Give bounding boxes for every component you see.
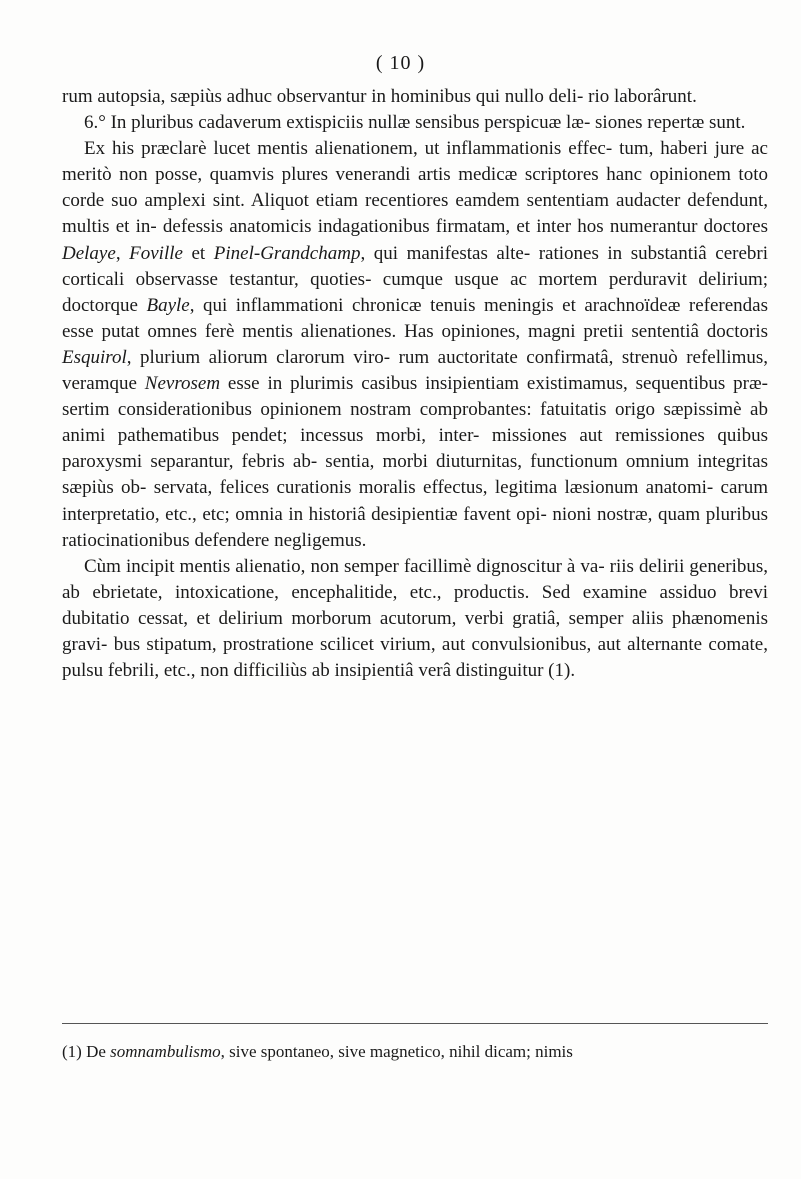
text-run: , plurium aliorum clarorum viro- rum auctoritate confirmatâ, strenuò refellimus, veramque: [62, 346, 768, 395]
page-number: ( 10 ): [375, 52, 426, 74]
italic-name: Foville: [129, 242, 183, 264]
paragraph: [62, 554, 768, 684]
text-run: , sive spontaneo, sive magnetico, nihil dicam; nimis: [220, 1042, 573, 1061]
paragraph: [62, 136, 768, 554]
italic-name: Nevrosem: [144, 373, 221, 395]
body-text: [62, 84, 768, 684]
text-run: ,: [115, 242, 130, 264]
italic-name: somnambulismo: [110, 1042, 221, 1061]
paragraph: [62, 110, 768, 136]
text-run: (1) De: [62, 1042, 111, 1061]
text-run: Ex his præclarè lucet mentis alienationem, ut inflammationis effec- tum, haberi jure ac meritò non posse, quamvis plures venerandi artis medicæ scriptores hanc opinionem toto corde suo amplexi sint. Aliquot etiam recentiores eamdem sententiam audacter defendunt, multis et in- defessis anatomicis indagationibus firmatam, et inter hos numerantur doctores: [62, 138, 768, 238]
italic-name: Bayle: [146, 294, 190, 316]
paragraph: [62, 84, 768, 110]
footnote-divider: [62, 1023, 768, 1024]
text-run: Cùm incipit mentis alienatio, non semper facillimè dignoscitur à va- riis delirii generibus, ab ebrietate, intoxicatione, encephalitide, etc., productis. Sed examine assiduo brevi dubitatio cessat, et delirium morborum acutorum, verbi gratiâ, semper aliis phænomenis gravi- bus stipatum, prostratione scilicet virium, aut convulsionibus, aut alternante comate, pulsu febrili, etc., non difficiliùs ab insipientiâ verâ distinguitur (1).: [62, 555, 768, 682]
text-run: et: [182, 242, 214, 264]
italic-name: Esquirol: [62, 346, 127, 368]
text-run: rum autopsia, sæpiùs adhuc observantur in hominibus qui nullo deli- rio laborârunt.: [62, 86, 697, 107]
text-run: 6.° In pluribus cadaverum extispiciis nullæ sensibus perspicuæ læ- siones repertæ sunt.: [84, 112, 746, 134]
text-run: , qui manifestas alte- rationes in substantiâ cerebri corticali observasse testantur, quoties- cumque usque ac mortem perduravit delirium; doctorque: [62, 242, 769, 316]
italic-name: Pinel-Grandchamp: [213, 242, 361, 264]
text-run: , qui inflammationi chronicæ tenuis meningis et arachnoïdeæ referendas esse putat omnes ferè mentis alienationes. Has opiniones, magni pretii sententiâ doctoris: [62, 294, 768, 342]
footnote: [62, 1041, 782, 1063]
text-run: esse in plurimis casibus insipientiam existimamus, sequentibus præ- sertim considerationibus opinionem nostram comprobantes: fatuitatis origo sæpissimè ab animi pathematibus pendet; incessus morbi, inter- missiones aut remissiones quibus paroxysmi separantur, febris ab- sentia, morbi diuturnitas, functionum omnium integritas sæpiùs ob- servata, felices curationis moralis effectus, legitima læsionum anatomi- carum interpretatio, etc., etc; omnia in historiâ desipientiæ favent opi- nioni nostræ, quam pluribus ratiocinationibus defendere negligemus.: [62, 373, 768, 551]
italic-name: Delaye: [62, 242, 116, 264]
